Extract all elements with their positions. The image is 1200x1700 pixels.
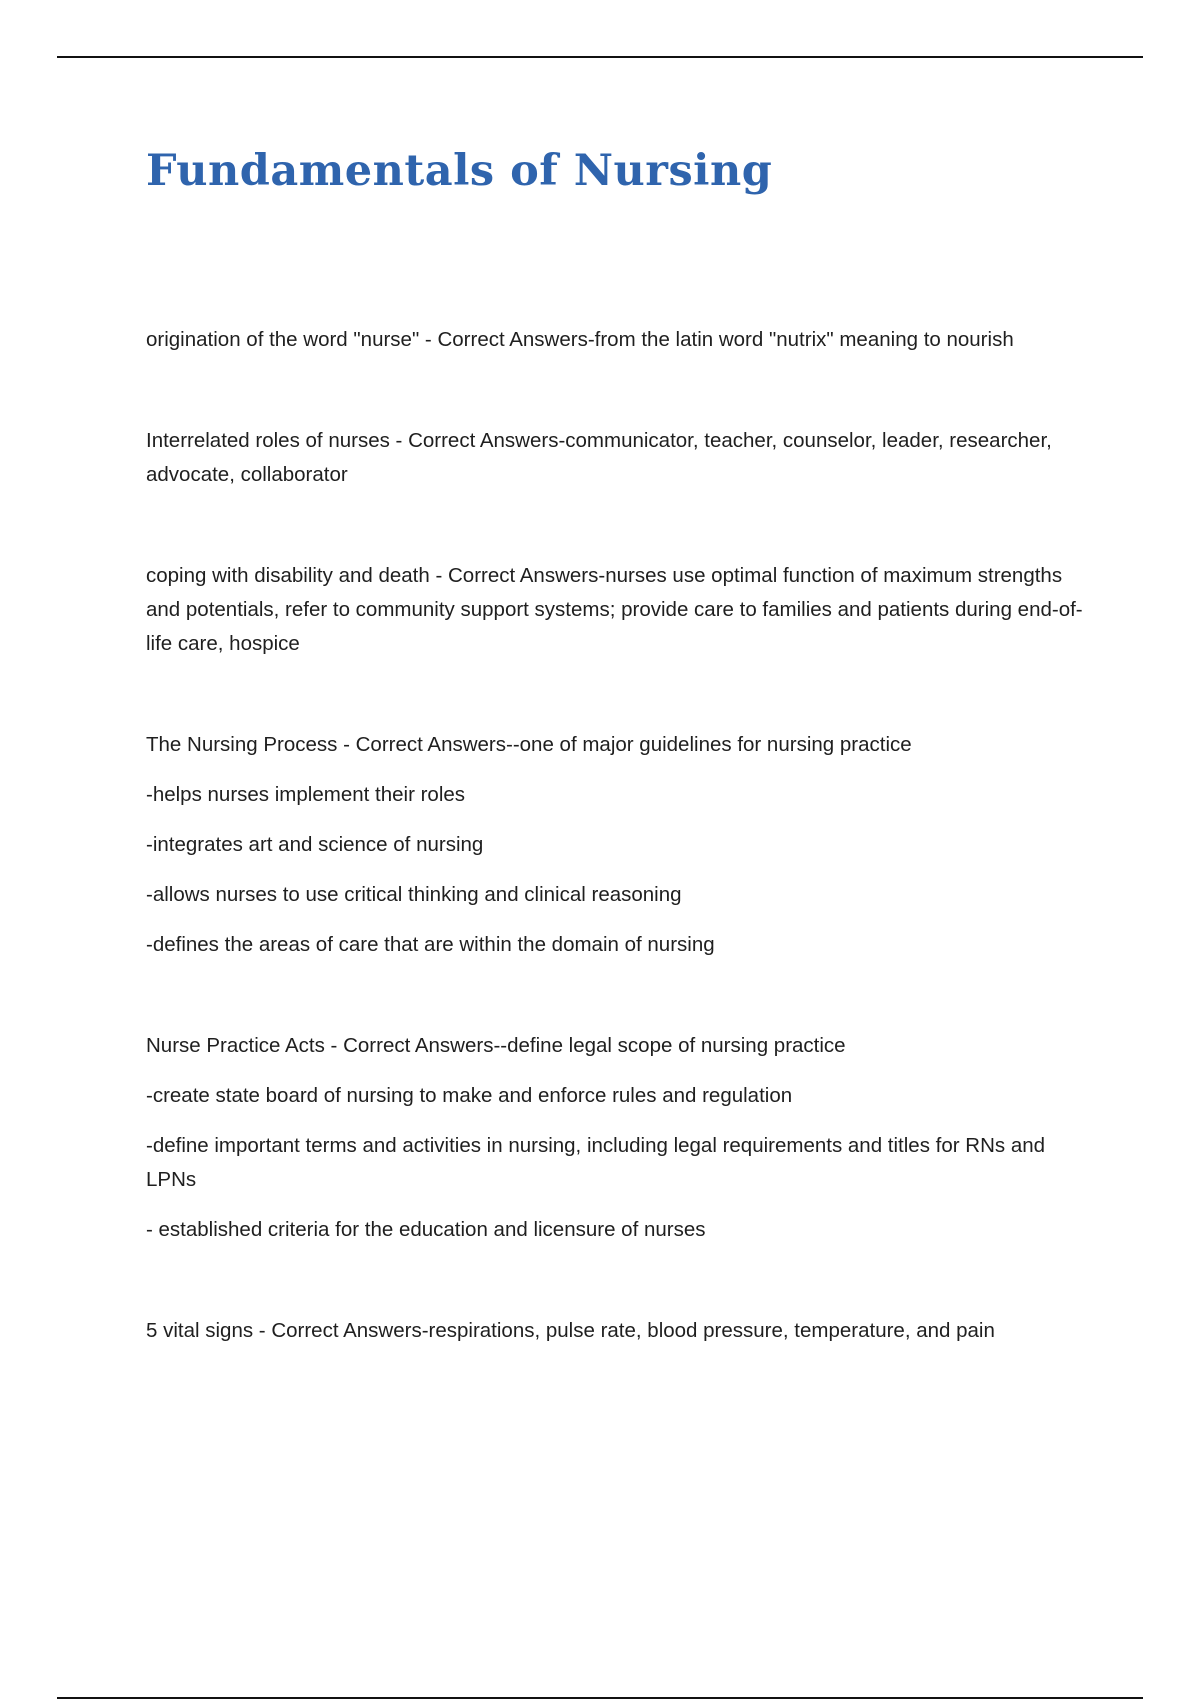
entry-bullet: -allows nurses to use critical thinking and clinical reasoning: [146, 883, 682, 906]
entry-bullet: -define important terms and activities in nursing, including legal requirements and titles for RNs and LPNs: [146, 1134, 1046, 1191]
entry-text: 5 vital signs - Correct Answers-respirations, pulse rate, blood pressure, temperature, and pain: [146, 1319, 995, 1342]
flashcard-entry: [146, 728, 1096, 962]
flashcard-list: [146, 323, 1096, 1348]
entry-bullet: -create state board of nursing to make and enforce rules and regulation: [146, 1084, 793, 1107]
entry-text: Interrelated roles of nurses - Correct Answers-communicator, teacher, counselor, leader, researcher, advocate, collaborator: [146, 429, 1052, 486]
flashcard-entry: [146, 559, 1096, 661]
bottom-divider: [57, 1697, 1143, 1699]
flashcard-entry: [146, 1314, 1096, 1348]
entry-bullet: -helps nurses implement their roles: [146, 783, 466, 806]
entry-text: coping with disability and death - Correct Answers-nurses use optimal function of maximum strengths and potentials, refer to community support systems; provide care to families and patients during end-of-life care, hospice: [146, 564, 1083, 655]
entry-bullet: - established criteria for the education and licensure of nurses: [146, 1218, 706, 1241]
entry-bullet: -defines the areas of care that are within the domain of nursing: [146, 933, 715, 956]
flashcard-entry: [146, 1029, 1096, 1247]
top-divider: [57, 56, 1143, 58]
entry-bullet: -integrates art and science of nursing: [146, 833, 484, 856]
entry-text: The Nursing Process - Correct Answers--one of major guidelines for nursing practice: [146, 733, 912, 756]
entry-text: Nurse Practice Acts - Correct Answers--define legal scope of nursing practice: [146, 1034, 846, 1057]
flashcard-entry: [146, 323, 1096, 357]
entry-text: origination of the word "nurse" - Correct Answers-from the latin word "nutrix" meaning to nourish: [146, 328, 1014, 351]
flashcard-entry: [146, 424, 1096, 492]
document-title: Fundamentals of Nursing: [146, 146, 773, 196]
